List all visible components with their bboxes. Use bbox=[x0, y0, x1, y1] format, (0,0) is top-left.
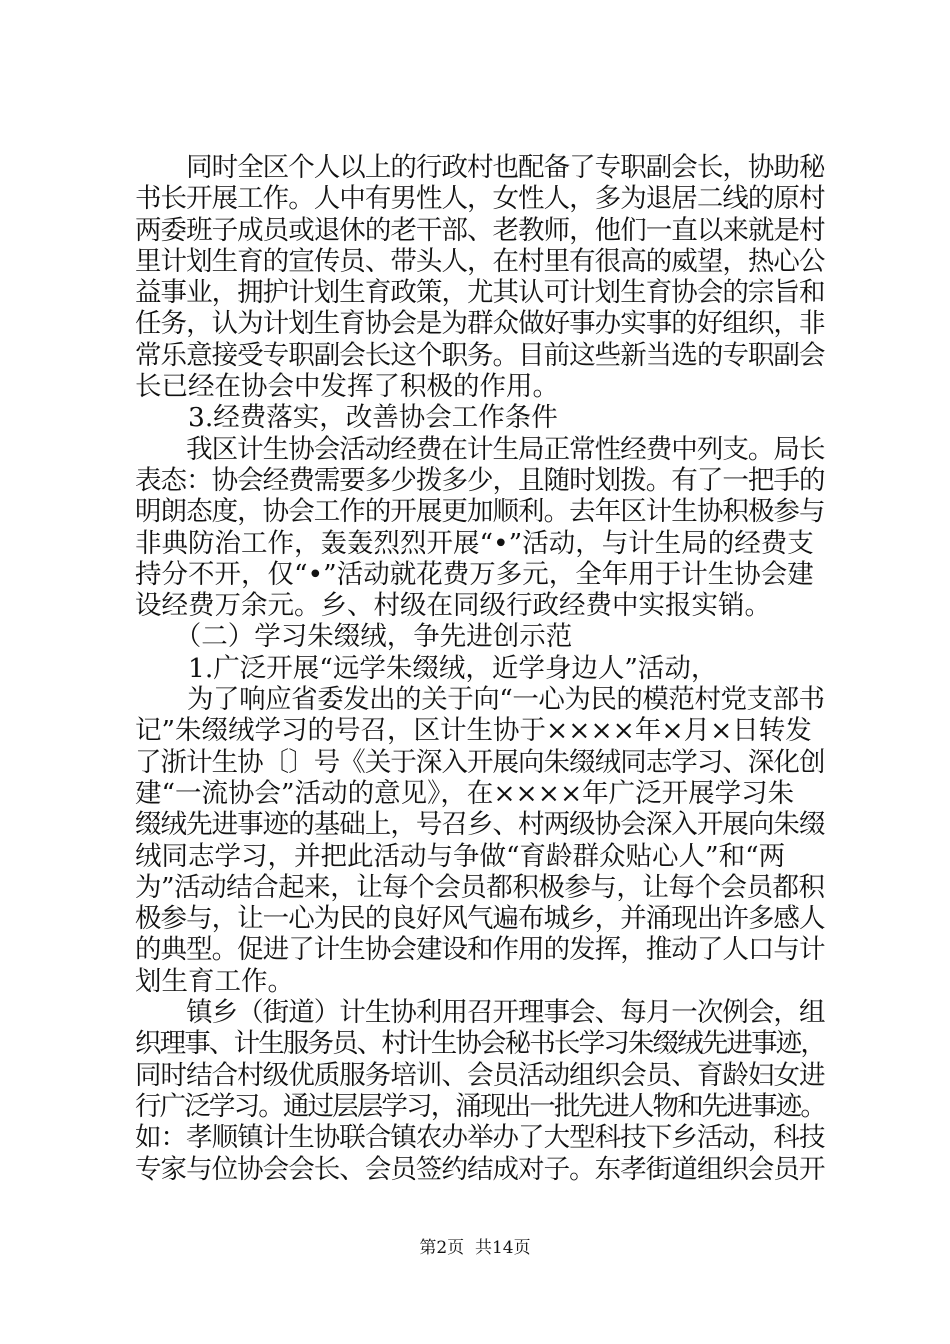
text-line: 持分不开，仅“•”活动就花费万多元，全年用于计生协会建 bbox=[135, 558, 814, 590]
text-line: 1.广泛开展“远学朱缀绒，近学身边人”活动， bbox=[135, 652, 718, 684]
text-line: 的典型。促进了计生协会建设和作用的发挥，推动了人口与计 bbox=[135, 934, 825, 966]
text-line: 为”活动结合起来，让每个会员都积极参与，让每个会员都积 bbox=[135, 871, 825, 903]
text-line: 镇乡（街道）计生协利用召开理事会、每月一次例会，组 bbox=[135, 997, 825, 1029]
text-line: 专家与位协会会长、会员签约结成对子。东孝街道组织会员开 bbox=[135, 1153, 825, 1185]
text-line: 如：孝顺镇计生协联合镇农办举办了大型科技下乡活动，科技 bbox=[135, 1122, 825, 1154]
page-footer: 第2页 共14页 bbox=[419, 1238, 531, 1258]
text-line: 同时全区个人以上的行政村也配备了专职副会长，协助秘 bbox=[135, 152, 825, 183]
text-line: 同时结合村级优质服务培训、会员活动组织会员、育龄妇女进 bbox=[135, 1059, 825, 1091]
text-line: 非典防治工作，轰轰烈烈开展“•”活动，与计生局的经费支 bbox=[135, 527, 814, 559]
text-line: 绒同志学习，并把此活动与争做“育龄群众贴心人”和“两 bbox=[135, 840, 786, 872]
text-line: 明朗态度，协会工作的开展更加顺利。去年区计生协积极参与 bbox=[135, 496, 825, 528]
text-line: 了浙计生协〔〕号《关于深入开展向朱缀绒同志学习、深化创 bbox=[135, 746, 825, 778]
text-line: 设经费万余元。乡、村级在同级行政经费中实报实销。 bbox=[135, 590, 771, 622]
text-line: 常乐意接受专职副会长这个职务。目前这些新当选的专职副会 bbox=[135, 339, 825, 371]
text-line: （二）学习朱缀绒，争先进创示范 bbox=[135, 621, 573, 653]
text-line: 行广泛学习。通过层层学习，涌现出一批先进人物和先进事迹。 bbox=[135, 1090, 825, 1122]
text-line: 益事业，拥护计划生育政策，尤其认可计划生育协会的宗旨和 bbox=[135, 277, 825, 309]
text-line: 记”朱缀绒学习的号召，区计生协于××××年×月×日转发 bbox=[135, 715, 812, 747]
text-line: 建“一流协会”活动的意见》，在××××年广泛开展学习朱 bbox=[135, 777, 795, 809]
text-line: 我区计生协会活动经费在计生局正常性经费中列支。局长 bbox=[135, 433, 825, 465]
text-line: 3.经费落实，改善协会工作条件 bbox=[135, 402, 558, 434]
text-line: 里计划生育的宣传员、带头人，在村里有很高的威望，热心公 bbox=[135, 245, 825, 277]
document-body bbox=[135, 152, 825, 1185]
text-line: 划生育工作。 bbox=[135, 965, 294, 997]
text-line: 表态：协会经费需要多少拨多少，且随时划拨。有了一把手的 bbox=[135, 464, 825, 496]
text-line: 极参与，让一心为民的良好风气遍布城乡，并涌现出许多感人 bbox=[135, 903, 825, 935]
text-line: 织理事、计生服务员、村计生协会秘书长学习朱缀绒先进事迹， bbox=[135, 1028, 825, 1060]
text-line: 书长开展工作。人中有男性人，女性人，多为退居二线的原村 bbox=[135, 183, 825, 215]
text-line: 两委班子成员或退休的老干部、老教师，他们一直以来就是村 bbox=[135, 214, 825, 246]
text-line: 长已经在协会中发挥了积极的作用。 bbox=[135, 371, 559, 403]
text-line: 任务，认为计划生育协会是为群众做好事办实事的好组织，非 bbox=[135, 308, 825, 340]
text-line: 缀绒先进事迹的基础上，号召乡、村两级协会深入开展向朱缀 bbox=[135, 809, 825, 841]
text-line: 为了响应省委发出的关于向“一心为民的模范村党支部书 bbox=[135, 684, 825, 716]
